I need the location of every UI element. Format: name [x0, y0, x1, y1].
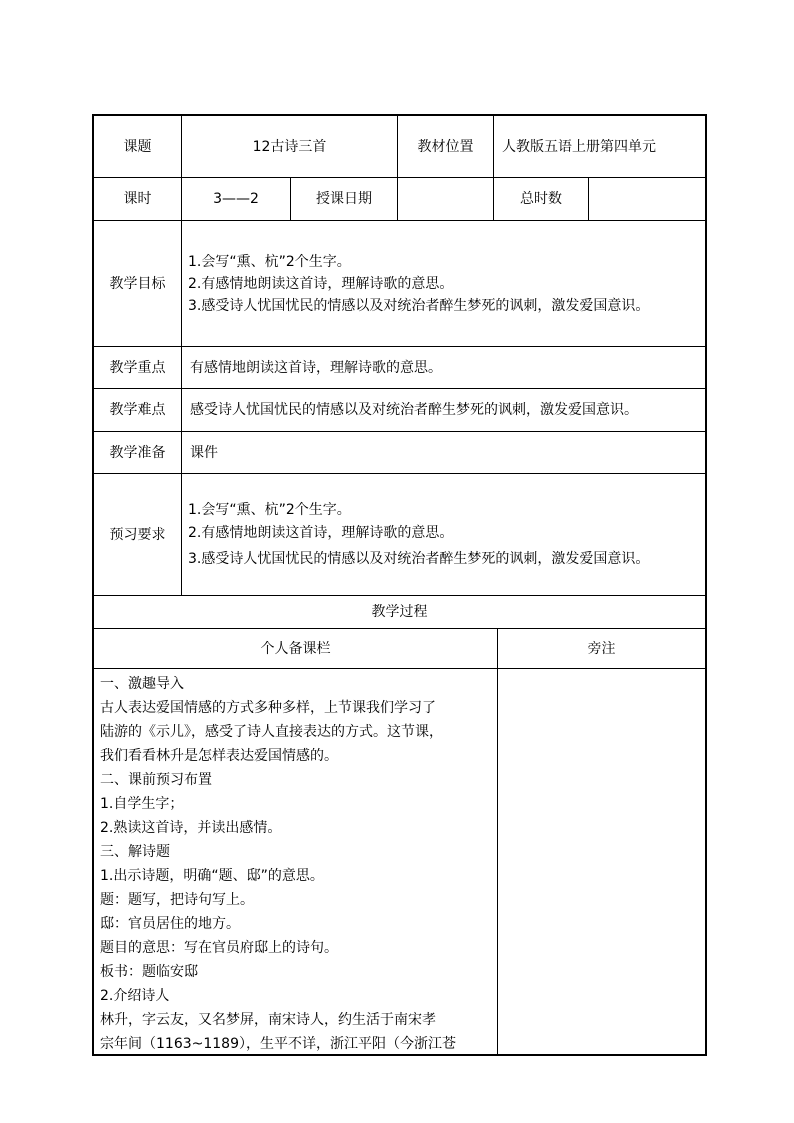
- notes-column-body: [498, 669, 705, 1054]
- process-line: 三、解诗题: [100, 844, 170, 860]
- date-label: 授课日期: [316, 191, 372, 207]
- preview-item: 3.感受诗人忧国忧民的情感以及对统治者醉生梦死的讽刺，激发爱国意识。: [188, 551, 650, 567]
- process-title: 教学过程: [371, 604, 428, 620]
- table-border-bottom: [92, 1054, 707, 1056]
- goals-label: 教学目标: [109, 275, 166, 292]
- process-line: 板书：题临安邸: [100, 964, 198, 980]
- process-line: 题：题写，把诗句写上。: [100, 892, 254, 908]
- goal-item: 2.有感情地朗读这首诗，理解诗歌的意思。: [188, 276, 454, 292]
- personal-column-header: 个人备课栏: [260, 640, 331, 657]
- date-value: [398, 178, 493, 220]
- preparation-value: 课件: [190, 444, 218, 461]
- process-line: 陆游的《示儿》，感受了诗人直接表达的方式。这节课，: [100, 724, 443, 740]
- keypoint-label: 教学重点: [109, 359, 166, 376]
- topic-label: 课题: [123, 138, 152, 155]
- process-line: 邸：官员居住的地方。: [100, 916, 240, 932]
- process-line: 2.熟读这首诗，并读出感情。: [100, 820, 282, 836]
- process-line: 二、课前预习布置: [100, 772, 212, 788]
- period-label: 课时: [123, 191, 152, 207]
- goals-list: [182, 221, 705, 346]
- preview-item: 1.会写“熏、杭”2个生字。: [188, 502, 351, 518]
- process-line: 1.出示诗题，明确“题、邸”的意思。: [100, 868, 324, 884]
- process-line: 宗年间（1163~1189），生平不详，浙江平阳（今浙江苍: [100, 1036, 456, 1052]
- total-value: [589, 178, 705, 220]
- notes-column-header: 旁注: [587, 640, 616, 657]
- process-line: 题目的意思：写在官员府邸上的诗句。: [100, 940, 338, 956]
- period-value: 3——2: [213, 191, 259, 207]
- process-line: 我们看看林升是怎样表达爱国情感的。: [100, 748, 338, 764]
- total-label: 总时数: [520, 191, 562, 207]
- process-line: 一、激趣导入: [100, 676, 184, 692]
- material-label: 教材位置: [417, 138, 474, 155]
- difficulty-value: 感受诗人忧国忧民的情感以及对统治者醉生梦死的讽刺，激发爱国意识。: [190, 402, 638, 418]
- process-line: 2.介绍诗人: [100, 988, 170, 1004]
- preview-item: 2.有感情地朗读这首诗，理解诗歌的意思。: [188, 525, 454, 541]
- preview-list: [182, 474, 705, 595]
- process-line: 古人表达爱国情感的方式多种多样，上节课我们学习了: [100, 700, 436, 716]
- topic-value: 12古诗三首: [252, 138, 327, 155]
- process-body: [100, 672, 496, 1052]
- material-value: 人教版五语上册第四单元: [502, 138, 656, 155]
- preview-label: 预习要求: [109, 526, 166, 543]
- difficulty-label: 教学难点: [109, 402, 166, 418]
- goal-item: 3.感受诗人忧国忧民的情感以及对统治者醉生梦死的讽刺，激发爱国意识。: [188, 298, 650, 314]
- table-border-right: [705, 114, 707, 1056]
- preparation-label: 教学准备: [109, 444, 166, 461]
- process-line: 林升，字云友，又名梦屏，南宋诗人，约生活于南宋孝: [100, 1012, 436, 1028]
- process-line: 1.自学生字；: [100, 796, 184, 812]
- keypoint-value: 有感情地朗读这首诗，理解诗歌的意思。: [190, 359, 442, 376]
- goal-item: 1.会写“熏、杭”2个生字。: [188, 254, 351, 270]
